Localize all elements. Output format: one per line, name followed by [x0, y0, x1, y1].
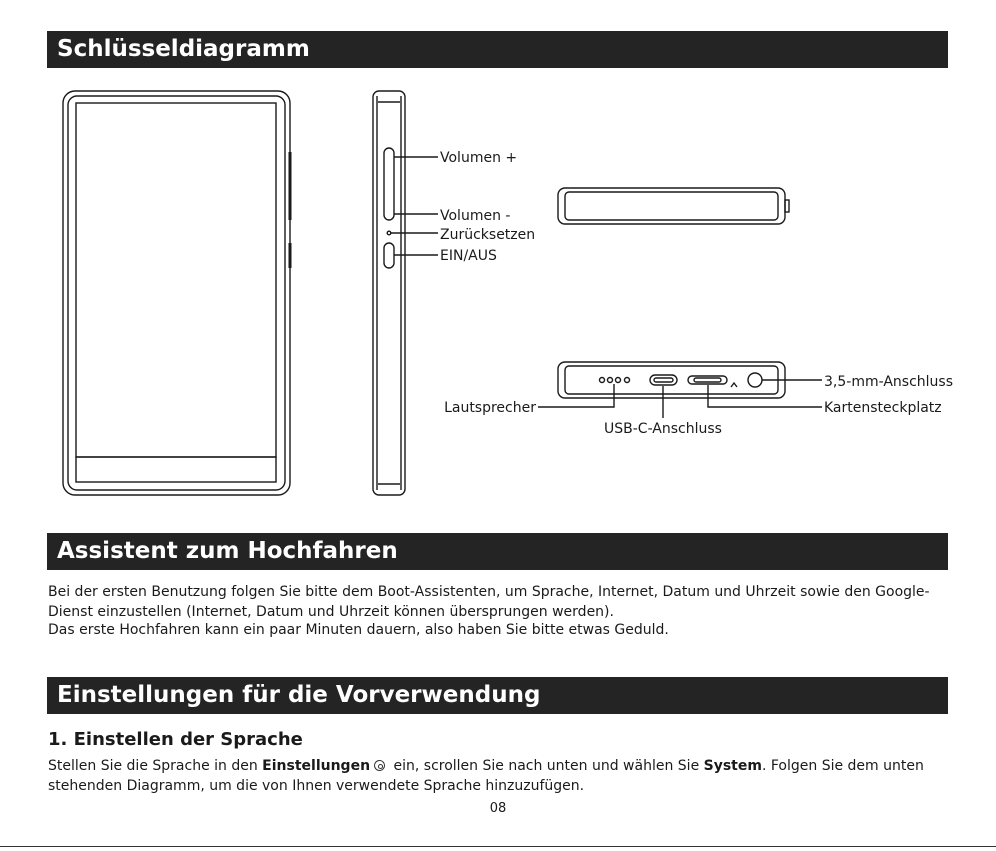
language-text-part2: ein, scrollen Sie nach unten und wählen Sie: [389, 758, 704, 774]
label-volume-up: Volumen +: [440, 150, 518, 166]
system-word: System: [703, 758, 762, 774]
volume-button: [384, 148, 394, 220]
speaker-hole: [608, 378, 613, 383]
device-side-view: [373, 91, 405, 495]
device-bottom-view: [558, 362, 785, 398]
label-reset: Zurücksetzen: [440, 227, 536, 243]
settings-gear-icon: [374, 760, 385, 771]
patience-note: Das erste Hochfahren kann ein paar Minuten dauern, also haben Sie bitte etwas Geduld.: [48, 622, 669, 638]
settings-word: Einstellungen: [262, 758, 371, 774]
reset-pinhole: [387, 231, 391, 235]
label-power: EIN/AUS: [440, 248, 497, 264]
section-heading-pre-use-settings: Einstellungen für die Vorverwendung: [47, 677, 948, 714]
device-front-view: [63, 91, 290, 495]
language-instructions: [48, 756, 948, 796]
label-usb-c: USB-C-Anschluss: [604, 421, 722, 437]
speaker-hole: [616, 378, 621, 383]
page-number: 08: [489, 801, 507, 816]
device-top-view: [558, 188, 789, 224]
section-heading-boot-assistant: Assistent zum Hochfahren: [47, 533, 948, 570]
label-volume-down: Volumen -: [440, 208, 511, 224]
language-heading: 1. Einstellen der Sprache: [48, 729, 303, 750]
label-speaker: Lautsprecher: [444, 400, 536, 416]
speaker-hole: [600, 378, 605, 383]
device-diagram: [0, 80, 996, 500]
language-text-part3: . Folgen Sie dem unten stehenden Diagramm, um die von Ihnen verwendete Sprache hinzuzufügen.: [48, 758, 924, 794]
headphone-jack: [748, 373, 762, 387]
speaker-hole: [625, 378, 630, 383]
power-button: [384, 243, 394, 268]
footer-divider: [0, 846, 996, 847]
intro-paragraph: Bei der ersten Benutzung folgen Sie bitte dem Boot-Assistenten, um Sprache, Internet, Datum und Uhrzeit sowie den Google-Dienst einzustellen (Internet, Datum und Uhrzeit können übersprungen werden).: [48, 584, 930, 620]
label-headphone-jack: 3,5-mm-Anschluss: [824, 374, 954, 390]
language-text-part1: Stellen Sie die Sprache in den: [48, 758, 263, 774]
label-card-slot: Kartensteckplatz: [824, 400, 942, 416]
section-heading-key-diagram: Schlüsseldiagramm: [47, 31, 948, 68]
